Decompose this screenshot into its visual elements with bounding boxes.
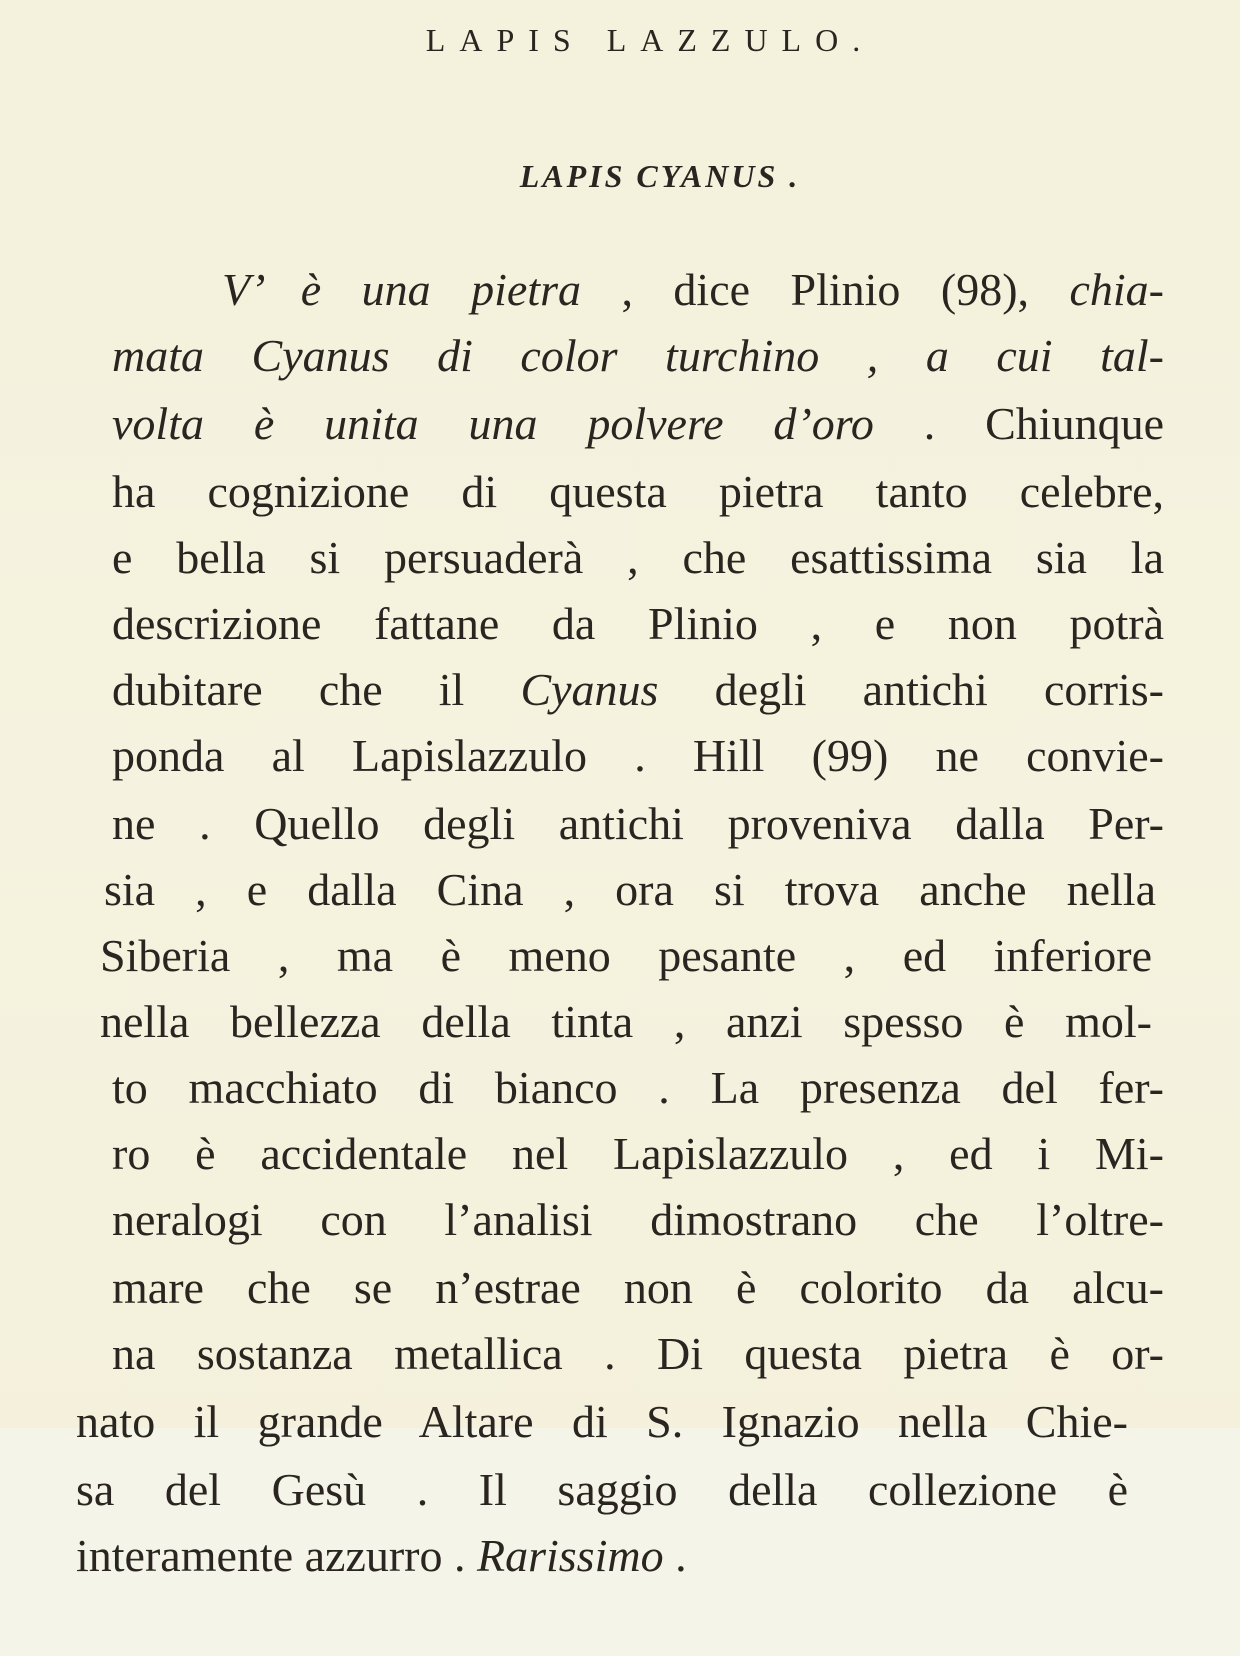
running-header: LAPIS LAZZULO.	[425, 22, 875, 58]
body-line	[112, 524, 1164, 592]
section-title: LAPIS CYANUS .	[519, 158, 801, 194]
body-line	[112, 1120, 1164, 1188]
italic-text: Rarissimo	[477, 1530, 664, 1581]
body-line	[112, 1054, 1164, 1122]
text-segment: ha cognizione di questa pietra tanto celebre,	[112, 466, 1164, 517]
text-segment: Siberia , ma è meno pesante , ed inferiore	[100, 930, 1152, 981]
text-segment: e bella si persuaderà , che esattissima sia la	[112, 532, 1164, 583]
italic-text: volta è unita una polvere d’oro	[112, 398, 874, 449]
text-segment: to macchiato di bianco . La presenza del fer-	[112, 1062, 1164, 1113]
body-line	[112, 322, 1164, 390]
text-segment: nato il grande Altare di S. Ignazio nella Chie-	[76, 1396, 1128, 1447]
body-line	[112, 790, 1164, 858]
italic-text: V’ è una pietra	[222, 264, 581, 315]
text-segment: na sostanza metallica . Di questa pietra è or-	[112, 1328, 1164, 1379]
body-line	[112, 458, 1164, 526]
body-line	[76, 1388, 1128, 1456]
text-segment: ne . Quello degli antichi proveniva dalla Per-	[112, 798, 1164, 849]
text-segment: dubitare che il	[112, 664, 521, 715]
italic-text: mata Cyanus di color turchino , a cui tal-	[112, 330, 1164, 381]
body-line	[76, 1522, 1128, 1590]
text-segment: sia , e dalla Cina , ora si trova anche nella	[104, 864, 1156, 915]
text-segment: sa del Gesù . Il saggio della collezione è	[76, 1464, 1128, 1515]
body-line	[112, 256, 1164, 324]
body-line	[112, 656, 1164, 724]
body-line	[112, 1186, 1164, 1254]
body-line	[104, 856, 1156, 924]
text-segment: mare che se n’estrae non è colorito da alcu-	[112, 1262, 1164, 1313]
text-segment: ponda al Lapislazzulo . Hill (99) ne convie-	[112, 730, 1164, 781]
body-line	[112, 390, 1164, 458]
body-line	[100, 922, 1152, 990]
text-segment: . Chiunque	[873, 398, 1164, 449]
body-line	[112, 722, 1164, 790]
text-segment: .	[663, 1530, 687, 1581]
text-segment: neralogi con l’analisi dimostrano che l’oltre-	[112, 1194, 1164, 1245]
body-line	[112, 1254, 1164, 1322]
body-line	[112, 590, 1164, 658]
body-line	[100, 988, 1152, 1056]
text-segment: descrizione fattane da Plinio , e non potrà	[112, 598, 1164, 649]
body-line	[76, 1456, 1128, 1524]
italic-text: Cyanus	[520, 664, 659, 715]
text-segment: interamente azzurro .	[76, 1530, 477, 1581]
italic-text: chia-	[1069, 264, 1164, 315]
text-segment: nella bellezza della tinta , anzi spesso è mol-	[100, 996, 1152, 1047]
text-segment: ro è accidentale nel Lapislazzulo , ed i Mi-	[112, 1128, 1164, 1179]
text-segment: degli antichi corris-	[658, 664, 1164, 715]
body-line	[112, 1320, 1164, 1388]
text-segment: , dice Plinio (98),	[581, 264, 1070, 315]
